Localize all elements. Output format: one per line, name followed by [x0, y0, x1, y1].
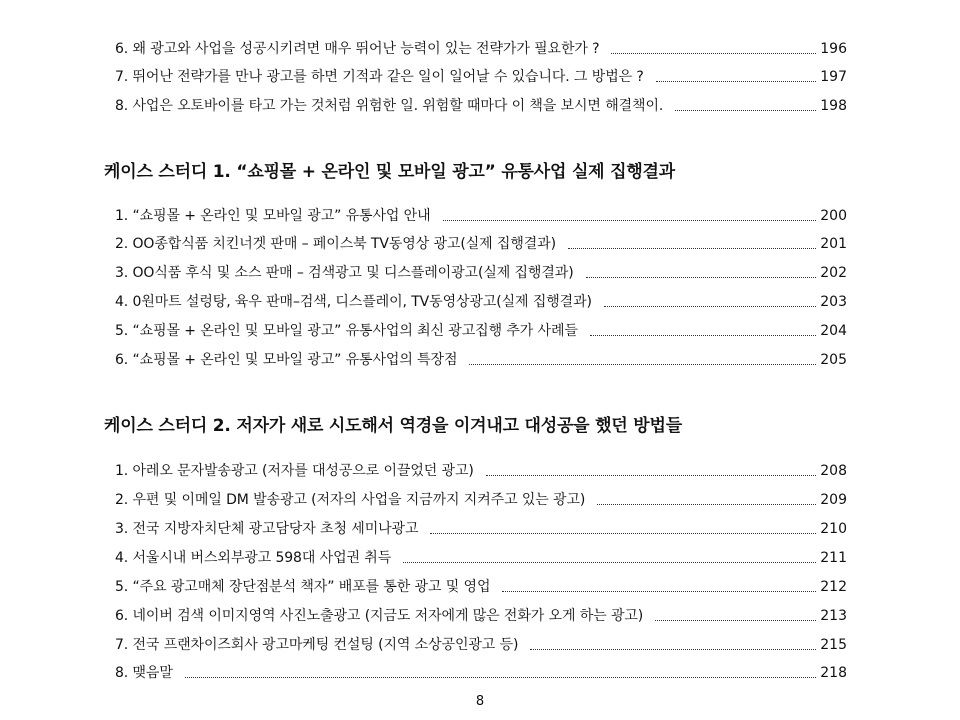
- toc-entry-page: 210: [820, 521, 847, 537]
- toc-entry-title: 5. “주요 광고매체 장단점분석 책자” 배포를 통한 광고 및 영업: [115, 579, 491, 595]
- toc-entry: [115, 290, 847, 312]
- dot-leader: [469, 363, 816, 365]
- section-heading-case1: 케이스 스터디 1. “쇼핑몰 + 온라인 및 모바일 광고” 유통사업 실제 집행결과: [104, 162, 675, 182]
- dot-leader: [502, 590, 816, 592]
- toc-entry-page: 203: [820, 294, 847, 310]
- dot-leader: [675, 109, 816, 111]
- toc-entry: [115, 232, 847, 254]
- dot-leader: [656, 80, 817, 82]
- dot-leader: [590, 334, 816, 336]
- toc-entry-page: 208: [820, 463, 847, 479]
- toc-entry-page: 202: [820, 265, 847, 281]
- toc-entry: [115, 94, 847, 116]
- toc-entry: [115, 459, 847, 481]
- toc-entry-page: 196: [820, 41, 847, 57]
- dot-leader: [530, 648, 816, 650]
- dot-leader: [655, 619, 816, 621]
- toc-entry-title: 6. “쇼핑몰 + 온라인 및 모바일 광고” 유통사업의 특장점: [115, 352, 458, 368]
- toc-entry-title: 4. 서울시내 버스외부광고 598대 사업권 취득: [115, 550, 392, 566]
- toc-entry-title: 8. 맺음말: [115, 665, 173, 681]
- toc-entry-title: 2. OO종합식품 치킨너겟 판매 – 페이스북 TV동영상 광고(실제 집행결과): [115, 236, 556, 252]
- toc-entry: [115, 37, 847, 59]
- toc-entry: [115, 65, 847, 87]
- toc-entry-title: 1. 아레오 문자발송광고 (저자를 대성공으로 이끌었던 광고): [115, 463, 474, 479]
- dot-leader: [430, 532, 816, 534]
- section-heading-case2: 케이스 스터디 2. 저자가 새로 시도해서 역경을 이겨내고 대성공을 했던 방법들: [104, 416, 682, 436]
- toc-entry-title: 1. “쇼핑몰 + 온라인 및 모바일 광고” 유통사업 안내: [115, 208, 431, 224]
- toc-entry-title: 4. 0원마트 설렁탕, 육우 판매–검색, 디스플레이, TV동영상광고(실제 집행결과): [115, 294, 592, 310]
- toc-entry: [115, 575, 847, 597]
- dot-leader: [568, 247, 816, 249]
- toc-entry-page: 197: [820, 69, 847, 85]
- toc-entry: [115, 261, 847, 283]
- toc-entry-page: 218: [820, 665, 847, 681]
- dot-leader: [486, 474, 817, 476]
- dot-leader: [586, 276, 817, 278]
- dot-leader: [604, 305, 816, 307]
- toc-entry: [115, 204, 847, 226]
- toc-entry: [115, 633, 847, 655]
- dot-leader: [611, 52, 816, 54]
- dot-leader: [597, 503, 816, 505]
- toc-entry-title: 8. 사업은 오토바이를 타고 가는 것처럼 위험한 일. 위험할 때마다 이 책을 보시면 해결책이.: [115, 98, 664, 114]
- toc-entry: [115, 319, 847, 341]
- toc-entry-page: 211: [820, 550, 847, 566]
- toc-entry-page: 200: [820, 208, 847, 224]
- toc-entry-title: 3. 전국 지방자치단체 광고담당자 초청 세미나광고: [115, 521, 419, 537]
- toc-entry-title: 6. 네이버 검색 이미지영역 사진노출광고 (지금도 저자에게 많은 전화가 오게 하는 광고): [115, 608, 644, 624]
- toc-entry-page: 198: [820, 98, 847, 114]
- toc-entry: [115, 546, 847, 568]
- toc-entry-title: 5. “쇼핑몰 + 온라인 및 모바일 광고” 유통사업의 최신 광고집행 추가 사례들: [115, 323, 578, 339]
- toc-entry-title: 7. 뛰어난 전략가를 만나 광고를 하면 기적과 같은 일이 일어날 수 있습니다. 그 방법은 ?: [115, 69, 644, 85]
- toc-entry: [115, 517, 847, 539]
- dot-leader: [403, 561, 816, 563]
- toc-entry: [115, 488, 847, 510]
- toc-entry-page: 215: [820, 637, 847, 653]
- toc-entry-page: 201: [820, 236, 847, 252]
- toc-entry-title: 3. OO식품 후식 및 소스 판매 – 검색광고 및 디스플레이광고(실제 집행결과): [115, 265, 574, 281]
- toc-entry-page: 205: [820, 352, 847, 368]
- toc-entry-title: 7. 전국 프랜차이즈회사 광고마케팅 컨설팅 (지역 소상공인광고 등): [115, 637, 519, 653]
- dot-leader: [185, 676, 816, 678]
- toc-entry-title: 2. 우편 및 이메일 DM 발송광고 (저자의 사업을 지금까지 지켜주고 있는 광고): [115, 492, 586, 508]
- toc-entry: [115, 661, 847, 683]
- toc-entry: [115, 604, 847, 626]
- page-number: 8: [475, 694, 485, 709]
- toc-entry-page: 213: [820, 608, 847, 624]
- toc-entry-page: 212: [820, 579, 847, 595]
- toc-entry-page: 204: [820, 323, 847, 339]
- toc-entry-title: 6. 왜 광고와 사업을 성공시키려면 매우 뛰어난 능력이 있는 전략가가 필요한가 ?: [115, 41, 600, 57]
- dot-leader: [443, 219, 817, 221]
- toc-entry: [115, 348, 847, 370]
- toc-entry-page: 209: [820, 492, 847, 508]
